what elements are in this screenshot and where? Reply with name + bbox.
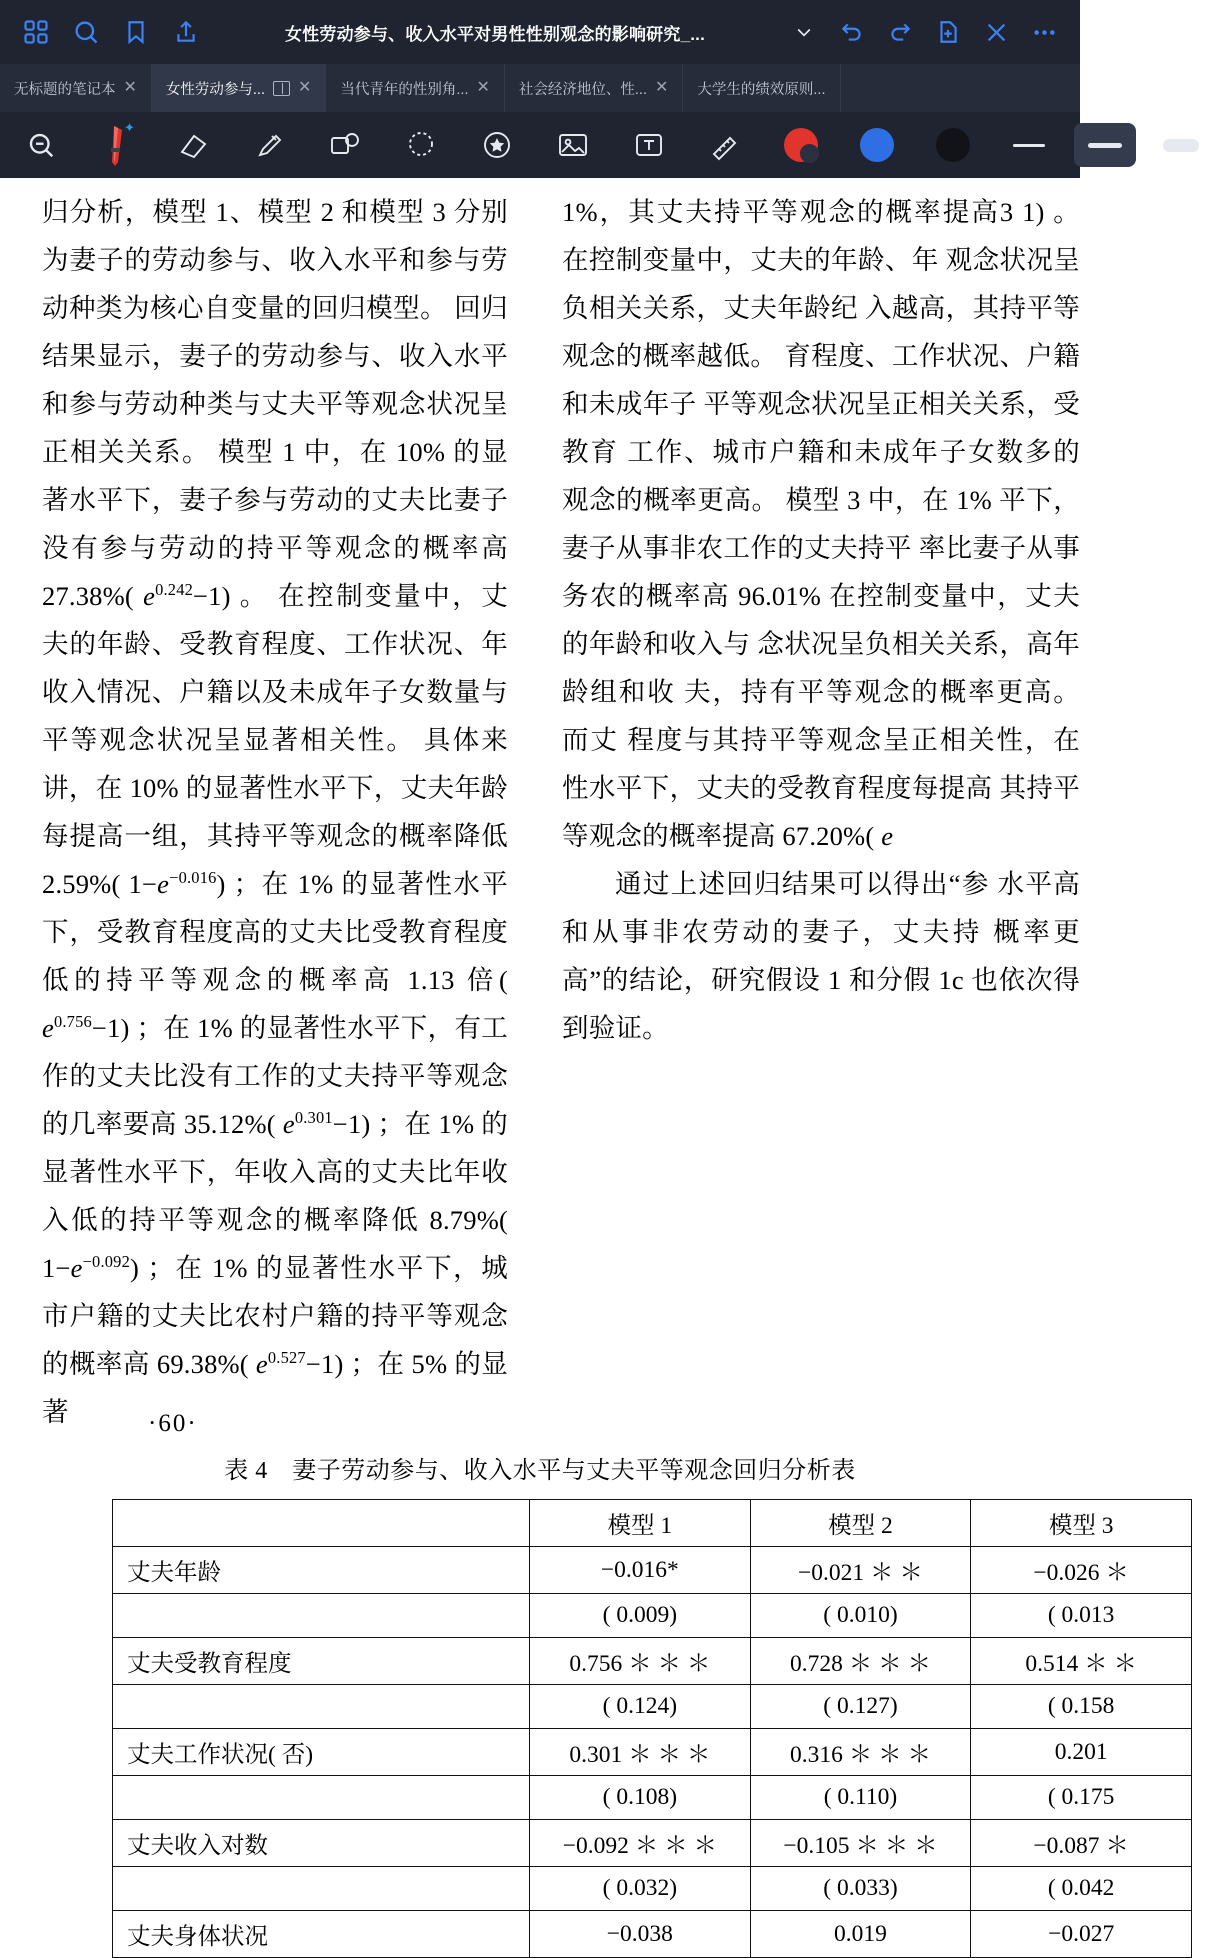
row-value: ( 0.175 bbox=[971, 1776, 1192, 1820]
right-paragraph-2: 通过上述回归结果可以得出“参 水平高和从事非农劳动的妻子，丈夫持 概率更高”的结论，研究假设 1 和分假 1c 也依次得到验证。 bbox=[562, 869, 1080, 1043]
zoom-tool-icon[interactable] bbox=[4, 112, 78, 178]
table-row bbox=[113, 1729, 1192, 1776]
tab-close-icon[interactable]: ✕ bbox=[123, 79, 137, 96]
row-value: ( 0.042 bbox=[971, 1867, 1192, 1911]
annotation-toolbar bbox=[0, 112, 1080, 178]
eraser-tool-icon[interactable] bbox=[156, 112, 230, 178]
header-cell-2: 模型 2 bbox=[750, 1500, 971, 1547]
add-page-icon[interactable] bbox=[926, 10, 970, 54]
redo-icon[interactable] bbox=[878, 10, 922, 54]
table-row bbox=[113, 1867, 1192, 1911]
row-label bbox=[113, 1685, 530, 1729]
row-value: ( 0.127) bbox=[750, 1685, 971, 1729]
row-value: −0.087 ＊ bbox=[971, 1820, 1192, 1867]
row-value: ( 0.158 bbox=[971, 1685, 1192, 1729]
header-cell-3: 模型 3 bbox=[971, 1500, 1192, 1547]
thick-line-icon bbox=[1163, 139, 1199, 152]
row-label: 丈夫年龄 bbox=[113, 1547, 530, 1594]
highlighter-tool-icon[interactable] bbox=[232, 112, 306, 178]
row-value: −0.026 ＊ bbox=[971, 1547, 1192, 1594]
stroke-width-thin[interactable] bbox=[992, 112, 1066, 178]
measure-tool-icon[interactable] bbox=[688, 112, 762, 178]
blue-color-swatch[interactable] bbox=[860, 128, 894, 162]
row-label: 丈夫收入对数 bbox=[113, 1820, 530, 1867]
color-swatch-red[interactable] bbox=[764, 112, 838, 178]
document-page[interactable] bbox=[0, 178, 1137, 1950]
right-paragraph-1: 1%，其丈夫持平等观念的概率提高3 1) 。 在控制变量中，丈夫的年龄、年 观念状况呈负相关关系，丈夫年龄纪 入越高，其持平等观念的概率越低。 育程度、工作状况、户籍和未成年子 平等观念状况呈正相关关系，受教育 工作、城市户籍和未成年子女数多的 观念的概率更高。 模型 3 中，在 1% 平下，妻子从事非农工作的丈夫持平 率比妻子从事务农的概率高 96.01% 在控制变量中，丈夫的年龄和收入与 念状况呈负相关关系，高年龄组和收 夫，持有平等观念的概率更高。 而丈 程度与其持平等观念呈正相关性，在 性水平下，丈夫的受教育程度每提高 其持平等观念的概率提高 67.20%( e bbox=[562, 197, 1080, 851]
two-column-body bbox=[0, 178, 1080, 1436]
color-swatch-blue[interactable] bbox=[840, 112, 914, 178]
table-row bbox=[113, 1776, 1192, 1820]
header-cell-1: 模型 1 bbox=[530, 1500, 751, 1547]
search-icon[interactable] bbox=[64, 10, 108, 54]
table-caption: 表 4 妻子劳动参与、收入水平与丈夫平等观念回归分析表 bbox=[224, 1458, 856, 1484]
grid-icon[interactable] bbox=[14, 10, 58, 54]
row-value: −0.016* bbox=[530, 1547, 751, 1594]
undo-icon[interactable] bbox=[830, 10, 874, 54]
table-row bbox=[113, 1820, 1192, 1867]
tab-label: 当代青年的性别角... bbox=[340, 81, 469, 98]
tab-label: 女性劳动参与... bbox=[165, 81, 265, 98]
row-label bbox=[113, 1594, 530, 1638]
row-label bbox=[113, 1776, 530, 1820]
regression-table bbox=[112, 1499, 1192, 1958]
image-tool-icon[interactable] bbox=[536, 112, 610, 178]
row-value: 0.316 ＊ ＊ ＊ bbox=[750, 1729, 971, 1776]
tab-close-icon[interactable]: ✕ bbox=[655, 79, 669, 96]
table-row bbox=[113, 1685, 1192, 1729]
row-value: ( 0.009) bbox=[530, 1594, 751, 1638]
row-label: 丈夫受教育程度 bbox=[113, 1638, 530, 1685]
table-row bbox=[113, 1547, 1192, 1594]
row-value: −0.092 ＊ ＊ ＊ bbox=[530, 1820, 751, 1867]
top-right-actions bbox=[782, 10, 1066, 54]
row-label bbox=[113, 1867, 530, 1911]
row-label: 丈夫身体状况 bbox=[113, 1911, 530, 1958]
row-value: 0.201 bbox=[971, 1729, 1192, 1776]
tab-0[interactable] bbox=[0, 64, 152, 112]
more-icon[interactable] bbox=[1022, 10, 1066, 54]
row-value: 0.756 ＊ ＊ ＊ bbox=[530, 1638, 751, 1685]
top-toolbar bbox=[0, 0, 1080, 64]
tab-label: 社会经济地位、性... bbox=[518, 81, 647, 98]
tab-strip bbox=[0, 64, 1080, 112]
tab-4[interactable] bbox=[683, 64, 840, 112]
medium-line-selected[interactable] bbox=[1074, 123, 1136, 167]
sticker-tool-icon[interactable] bbox=[460, 112, 534, 178]
tab-close-icon[interactable]: ✕ bbox=[476, 79, 490, 96]
black-color-swatch[interactable] bbox=[936, 128, 970, 162]
tab-label: 无标题的笔记本 bbox=[14, 81, 116, 98]
right-column bbox=[540, 188, 1080, 1436]
row-value: −0.038 bbox=[530, 1911, 751, 1958]
page-split-icon bbox=[273, 81, 290, 96]
row-value: −0.105 ＊ ＊ ＊ bbox=[750, 1820, 971, 1867]
row-value: ( 0.110) bbox=[750, 1776, 971, 1820]
selected-color-swatch[interactable] bbox=[784, 128, 818, 162]
tab-label: 大学生的绩效原则... bbox=[697, 81, 826, 98]
close-icon[interactable] bbox=[974, 10, 1018, 54]
row-value: 0.019 bbox=[750, 1911, 971, 1958]
bookmark-icon[interactable] bbox=[114, 10, 158, 54]
row-value: ( 0.033) bbox=[750, 1867, 971, 1911]
table-row bbox=[113, 1911, 1192, 1958]
thin-line-icon bbox=[1013, 144, 1045, 147]
tab-3[interactable] bbox=[505, 64, 684, 112]
tab-2[interactable] bbox=[326, 64, 505, 112]
left-column bbox=[0, 188, 540, 1436]
lasso-tool-icon[interactable] bbox=[384, 112, 458, 178]
bluetooth-icon: ✦ bbox=[124, 120, 135, 135]
stroke-width-thick[interactable] bbox=[1144, 112, 1218, 178]
row-value: −0.021 ＊ ＊ bbox=[750, 1547, 971, 1594]
table-header-row bbox=[113, 1500, 1192, 1547]
row-value: 0.514 ＊ ＊ bbox=[971, 1638, 1192, 1685]
page-number: ·60· bbox=[148, 1410, 198, 1437]
row-value: ( 0.013 bbox=[971, 1594, 1192, 1638]
document-title: 女性劳动参与、收入水平对男性性别观念的影响研究_... bbox=[284, 24, 706, 44]
chevron-down-icon[interactable] bbox=[782, 10, 826, 54]
row-value: ( 0.032) bbox=[530, 1867, 751, 1911]
pen-tool-icon[interactable] bbox=[80, 112, 154, 178]
row-label: 丈夫工作状况( 否) bbox=[113, 1729, 530, 1776]
row-value: 0.301 ＊ ＊ ＊ bbox=[530, 1729, 751, 1776]
table-row bbox=[113, 1594, 1192, 1638]
tab-1[interactable] bbox=[152, 64, 327, 112]
row-value: ( 0.124) bbox=[530, 1685, 751, 1729]
row-value: 0.728 ＊ ＊ ＊ bbox=[750, 1638, 971, 1685]
left-paragraph: 归分析，模型 1、模型 2 和模型 3 分别为妻子的劳动参与、收入水平和参与劳动种类为核心自变量的回归模型。 回归结果显示，妻子的劳动参与、收入水平和参与劳动种类与丈夫平等观念状况呈正相关关系。 模型 1 中，在 10% 的显著水平下，妻子参与劳动的丈夫比妻子没有参与劳动的持平等观念的概率高 27.38%( $e^{0.242}-1$) 。 在控制变量中，丈夫的年龄、受教育程度、工作状况、年收入情况、户籍以及未成年子女数量与平等观念状况呈显著相关性。 具体来讲，在 10% 的显著性水平下，丈夫年龄每提高一组，其持平等观念的概率降低 2.59%( $1-e^{-0.016}$) ；在 1% 的显著性水平下，受教育程度高的丈夫比受教育程度低的持平等观念的概率高 1.13 倍( $e^{0.756}-1$) ；在 1% 的显著性水平下，有工作的丈夫比没有工作的丈夫持平等观念的几率要高 35.12%( $e^{0.301}-1$) ；在 1% 的显著性水平下，年收入高的丈夫比年收入低的持平等观念的概率降低 8.79%( $1-e^{-0.092}$) ；在 1% 的显著性水平下，城市户籍的丈夫比农村户籍的持平等观念的概率高 69.38%( $e^{0.527}-1$) ；在 5% 的显著 bbox=[42, 197, 509, 1427]
row-value: ( 0.010) bbox=[750, 1594, 971, 1638]
share-icon[interactable] bbox=[164, 10, 208, 54]
header-cell-0 bbox=[113, 1500, 530, 1547]
tab-close-icon[interactable]: ✕ bbox=[298, 79, 312, 96]
row-value: ( 0.108) bbox=[530, 1776, 751, 1820]
color-swatch-black[interactable] bbox=[916, 112, 990, 178]
row-value: −0.027 bbox=[971, 1911, 1192, 1958]
stroke-width-medium[interactable] bbox=[1068, 112, 1142, 178]
text-tool-icon[interactable] bbox=[612, 112, 686, 178]
shape-tool-icon[interactable] bbox=[308, 112, 382, 178]
table-row bbox=[113, 1638, 1192, 1685]
